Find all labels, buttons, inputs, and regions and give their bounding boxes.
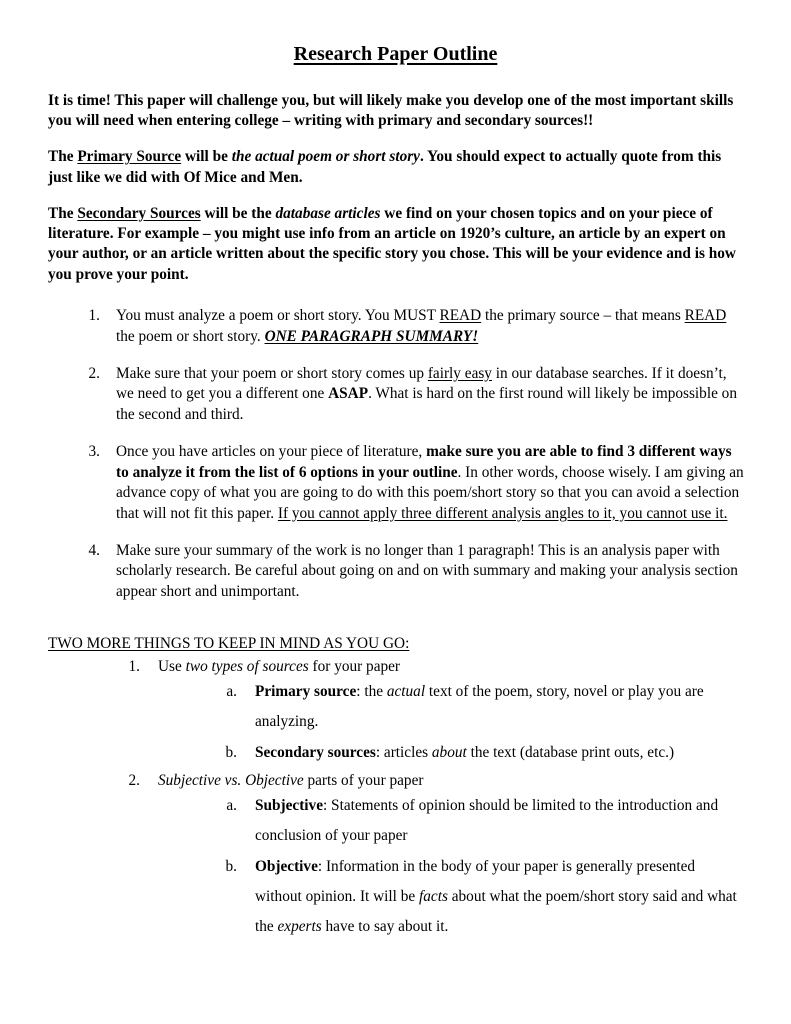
- outline-subitem: [215, 852, 745, 943]
- outline-submarker: a.: [226, 797, 237, 815]
- list-item: [72, 541, 745, 602]
- main-list: [72, 306, 745, 602]
- text-run: the poem or short story.: [116, 327, 265, 345]
- outline-subitem: [215, 738, 745, 768]
- text-run: If you cannot apply three different analysis angles to it, you cannot use it.: [277, 504, 728, 522]
- text-run: will be the: [200, 204, 276, 222]
- text-run: Subjective: [255, 797, 323, 815]
- text-run: actual: [386, 682, 426, 700]
- text-run: for your paper: [308, 657, 401, 675]
- list-item-text: [116, 542, 738, 600]
- text-run: two types of sources: [185, 657, 309, 675]
- text-run: Objective: [255, 857, 318, 875]
- text-run: experts: [277, 918, 322, 936]
- text-run: Use: [158, 657, 186, 675]
- intro-paragraph: [48, 91, 745, 132]
- outline-marker: 1.: [128, 657, 140, 675]
- list-item: [72, 364, 745, 425]
- text-run: : articles: [375, 743, 432, 761]
- text-run: text of the poem, story, novel or play you are analyzing.: [255, 682, 704, 731]
- outline-subitem-text: [255, 797, 718, 844]
- outline-item-text: [158, 658, 400, 675]
- text-run: Secondary sources: [255, 743, 376, 761]
- outline-section: [0, 657, 745, 943]
- text-run: make sure you are able to find 3 different ways to analyze it from the list of 6 options in your outline: [116, 443, 732, 481]
- text-run: Primary source: [255, 682, 357, 700]
- text-run: Secondary Sources: [77, 204, 201, 222]
- outline-level-1: [0, 657, 745, 943]
- list-marker: 2.: [88, 365, 100, 383]
- list-item-text: [116, 443, 744, 521]
- outline-submarker: b.: [225, 857, 237, 875]
- list-item: [72, 442, 745, 524]
- outline-subitem-text: [255, 744, 674, 761]
- list-marker: 3.: [88, 443, 100, 461]
- keep-in-mind-heading: [48, 602, 745, 654]
- text-run: You must analyze a poem or short story. You MUST: [116, 307, 440, 325]
- text-run: ASAP: [328, 385, 369, 403]
- outline-subitem: [215, 677, 745, 738]
- text-run: Make sure that your poem or short story comes up: [116, 365, 428, 383]
- text-run: about: [431, 743, 467, 761]
- outline-item: [118, 657, 745, 768]
- text-run: will be: [181, 148, 232, 166]
- outline-subitem-text: [255, 858, 737, 936]
- outline-subitem-text: [255, 683, 704, 730]
- text-run: we find on your chosen topics and on your piece of literature. For example – you might use info from an article on 1920’s culture, an article by an expert on your author, or an article written about the specific story you chose. This will be your evidence and is how you prove your point.: [48, 204, 736, 283]
- text-run: ONE PARAGRAPH SUMMARY!: [264, 327, 479, 345]
- intro-paragraph: [48, 147, 745, 188]
- text-run: It is time! This paper will challenge you, but will likely make you develop one of the most important skills you will need when entering college – writing with primary and secondary sources!!: [48, 92, 734, 130]
- intro-paragraph: [48, 204, 745, 286]
- main-instructions-list: [72, 306, 745, 602]
- text-run: . You should expect to actually quote from this just like we did with Of Mice and Men.: [48, 148, 722, 186]
- outline-item-text: [158, 772, 423, 789]
- text-run: : Information in the body of your paper is generally presented without opinion. It will be: [255, 857, 696, 906]
- outline-subitem: [215, 791, 745, 852]
- text-run: the primary source – that means: [481, 307, 685, 325]
- text-run: the actual poem or short story: [231, 148, 420, 166]
- text-run: database articles: [275, 204, 381, 222]
- text-run: the text (database print outs, etc.): [466, 743, 675, 761]
- text-run: READ: [439, 307, 482, 325]
- text-run: The: [48, 148, 78, 166]
- text-run: facts: [419, 888, 448, 906]
- text-run: READ: [684, 307, 727, 325]
- text-run: . What is hard on the first round will likely be impossible on the second and third.: [116, 385, 737, 423]
- list-item-text: [116, 307, 726, 344]
- outline-level-2: [158, 677, 745, 768]
- text-run: The: [48, 204, 78, 222]
- text-run: : the: [356, 682, 387, 700]
- text-run: Primary Source: [77, 148, 182, 166]
- text-run: . In other words, choose wisely. I am giving an advance copy of what you are going to do with this poem/short story so that you can avoid a selection that will not fit this paper.: [116, 463, 744, 522]
- page-title-text: Research Paper Outline: [293, 43, 498, 65]
- keep-in-mind-heading-text: TWO MORE THINGS TO KEEP IN MIND AS YOU GO:: [48, 635, 410, 653]
- outline-item: [118, 771, 745, 943]
- text-run: parts of your paper: [303, 771, 424, 789]
- text-run: Make sure your summary of the work is no longer than 1 paragraph! This is an analysis paper with scholarly research. Be careful about going on and on with summary and making your analysis section appear short and unimportant.: [116, 541, 738, 600]
- text-run: about what the poem/short story said and what the: [255, 888, 737, 936]
- intro-paragraphs: [48, 91, 745, 285]
- outline-marker: 2.: [128, 771, 140, 789]
- text-run: fairly easy: [427, 365, 492, 383]
- outline-submarker: a.: [226, 682, 237, 700]
- text-run: in our database searches. If it doesn’t, we need to get you a different one: [116, 365, 727, 403]
- text-run: : Statements of opinion should be limited to the introduction and conclusion of your paper: [255, 797, 719, 845]
- list-item-text: [116, 365, 737, 423]
- page-title: [0, 0, 791, 65]
- list-marker: 4.: [88, 541, 100, 559]
- outline-level-2: [158, 791, 745, 942]
- text-run: have to say about it.: [321, 918, 449, 936]
- outline-submarker: b.: [225, 743, 237, 761]
- list-marker: 1.: [88, 307, 100, 325]
- text-run: Once you have articles on your piece of literature,: [116, 443, 427, 461]
- text-run: Subjective vs. Objective: [158, 771, 304, 789]
- list-item: [72, 306, 745, 347]
